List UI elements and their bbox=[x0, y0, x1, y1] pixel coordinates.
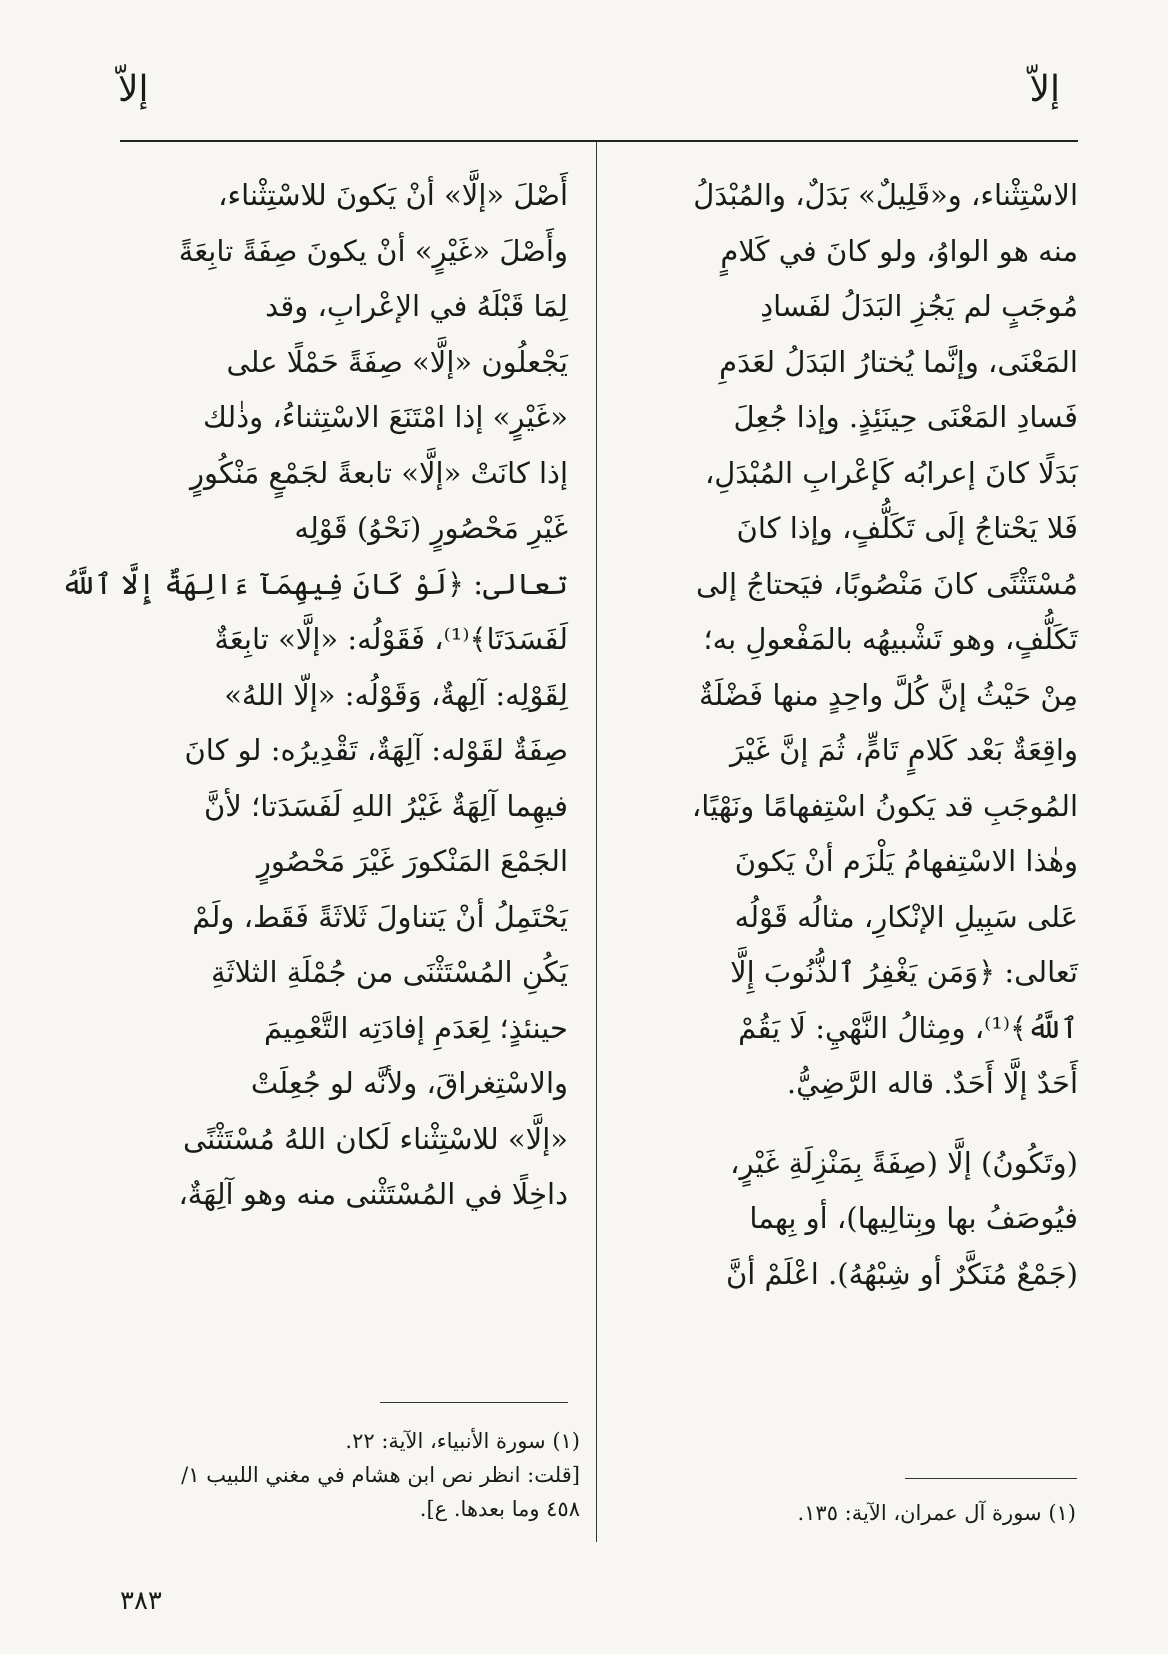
text-line: وأَصْلَ «غَيْرٍ» أنْ يكونَ صِفَةً تابِعَةً bbox=[178, 233, 568, 268]
text-line: غَيْرِ مَحْصُورٍ (نَحْوُ) قَوْلِه bbox=[294, 511, 568, 545]
text-line: عَلى سَبِيلِ الإنْكارِ، مثالُه قَوْلُه bbox=[734, 899, 1078, 934]
text-line: أَصْلَ «إلَّا» أنْ يَكونَ للاسْتِثْناء، bbox=[218, 178, 568, 212]
right-column bbox=[628, 168, 1078, 1302]
text-line: الجَمْعَ المَنْكورَ غَيْرَ مَحْصُورٍ bbox=[256, 844, 568, 878]
text-line: بَدَلًا كانَ إعرابُه كَإعْرابِ المُبْدَلِ، bbox=[704, 455, 1078, 490]
text-line: لَفَسَدَتَا﴾⁽¹⁾، فَقَوْلُه: «إلَّا» تابِعَةٌ bbox=[214, 622, 568, 656]
header-rule bbox=[120, 140, 1078, 142]
text-line: فيُوصَفُ بها وبِتالِيها)، أو بِهما bbox=[749, 1201, 1078, 1235]
text-line: والاسْتِغراقَ، ولأنَّه لو جُعِلَتْ bbox=[250, 1066, 568, 1100]
running-header-right: إلاّ bbox=[1029, 69, 1060, 110]
text-line: واقِعَةٌ بَعْد كَلامٍ تَامٍّ، ثُمَ إنَّ غَيْرَ bbox=[730, 733, 1078, 767]
footnote-rule-right bbox=[905, 1478, 1077, 1479]
text-line: يَكُنِ المُسْتَثْنَى من جُمْلَةِ الثلاثَةِ bbox=[210, 955, 568, 989]
text-line: ٱللَّهُ﴾⁽¹⁾، ومِثالُ النَّهْيِ: لَا يَقُمْ bbox=[738, 1010, 1078, 1045]
text-line: حينئذٍ؛ لِعَدَمِ إفادَتِه التَّعْمِيمَ bbox=[263, 1010, 568, 1045]
running-header-left: إلاّ bbox=[118, 69, 149, 110]
paragraph-gap bbox=[628, 1112, 1078, 1136]
left-column bbox=[61, 168, 568, 1223]
footnote-left bbox=[120, 1424, 580, 1526]
text-line: فَلا يَحْتاجُ إلَى تَكَلُّفٍ، وإذا كانَ bbox=[736, 511, 1078, 545]
footnote-left-2: [قلت: انظر نص ابن هشام في مغني اللبيب ١/ bbox=[181, 1463, 580, 1487]
text-line: مُوجَبٍ لم يَجُزِ البَدَلُ لفَسادِ bbox=[760, 289, 1078, 323]
right-column-text bbox=[628, 168, 1078, 1112]
text-line: (وتَكُونُ) إلَّا (صِفَةً بِمَنْزِلَةِ غَيْرٍ، bbox=[730, 1145, 1078, 1180]
text-line: صِفَةٌ لقَوْله: آلِهَةٌ، تَقْدِيرُه: لو كانَ bbox=[184, 733, 568, 767]
text-line: فَسادِ المَعْنَى حِينَئِذٍ. وإذا جُعِلَ bbox=[733, 400, 1078, 434]
text-line: منه هو الواوُ، ولو كانَ في كَلامٍ bbox=[720, 233, 1078, 268]
text-line: تعالى: ﴿لَوْ كَانَ فِيهِمَآ ءَالِهَةٌ إِلَّا ٱللَّهُ bbox=[61, 566, 568, 601]
footnote-right-text: (١) سورة آل عمران، الآية: ١٣٥. bbox=[797, 1501, 1076, 1525]
text-line: داخِلًا في المُسْتَثْنى منه وهو آلِهَةٌ، bbox=[178, 1177, 568, 1211]
text-line: «غَيْرٍ» إذا امْتَنَعَ الاسْتِثناءُ، وذٰلك bbox=[202, 400, 568, 434]
text-line: مُسْتَثْنًى كانَ مَنْصُوبًا، فيَحتاجُ إلى bbox=[695, 566, 1078, 601]
text-line: يَحْتَمِلُ أنْ يَتناولَ ثَلاثَةً فَقَط، ولَمْ bbox=[192, 899, 568, 934]
footnote-left-3: ٤٥٨ وما بعدها. ع]. bbox=[419, 1497, 580, 1521]
text-line: المَعْنَى، وإنَّما يُختارُ البَدَلُ لعَدَمِ bbox=[719, 344, 1078, 379]
text-line: مِنْ حَيْثُ إنَّ كُلَّ واحِدٍ منها فَضْلَةٌ bbox=[698, 677, 1078, 712]
text-line: لِقَوْلِه: آلِهةٌ، وَقَوْلُه: «إلّا اللهُ» bbox=[224, 677, 568, 712]
text-line: إذا كانَتْ «إلَّا» تابعةً لجَمْعٍ مَنْكُورٍ bbox=[190, 455, 568, 490]
text-line: أَحَدٌ إلَّا أَحَدٌ. قاله الرَّضِيُّ. bbox=[786, 1066, 1078, 1100]
text-line: وهٰذا الاسْتِفهامُ يَلْزَم أنْ يَكونَ bbox=[734, 844, 1078, 878]
page-number: ٣٨٣ bbox=[120, 1586, 162, 1616]
text-line: يَجْعلُون «إلَّا» صِفَةً حَمْلًا على bbox=[226, 344, 568, 379]
footnote-rule-left bbox=[380, 1402, 568, 1403]
text-line: لِمَا قَبْلَهُ في الإعْرابِ، وقد bbox=[265, 289, 568, 323]
right-column-text-continued bbox=[628, 1136, 1078, 1303]
footnote-left-1: (١) سورة الأنبياء، الآية: ٢٢. bbox=[345, 1429, 580, 1453]
text-line: (جَمْعٌ مُنَكَّرٌ أو شِبْهُهُ). اعْلَمْ أنَّ bbox=[725, 1256, 1078, 1291]
column-divider bbox=[596, 142, 597, 1542]
text-line: فيهِما آلِهَةٌ غَيْرُ اللهِ لَفَسَدَتا؛ لأنَّ bbox=[203, 788, 568, 823]
text-line: المُوجَبِ قد يَكونُ اسْتِفهامًا ونَهْيًا، bbox=[691, 788, 1078, 823]
text-line: تَعالى: ﴿وَمَن يَغْفِرُ ٱلذُّنُوبَ إِلَّا bbox=[730, 955, 1078, 989]
text-line: الاسْتِثْناء، و«قَلِيلٌ» بَدَلٌ، والمُبْدَلُ bbox=[693, 178, 1078, 212]
footnote-right bbox=[626, 1496, 1076, 1530]
left-column-text bbox=[61, 168, 568, 1223]
text-line: «إلَّا» للاسْتِثْناء لَكان اللهُ مُسْتَثْنًى bbox=[183, 1121, 568, 1156]
text-line: تَكَلُّفٍ، وهو تَشْبيهُه بالمَفْعولِ به؛ bbox=[703, 622, 1078, 656]
